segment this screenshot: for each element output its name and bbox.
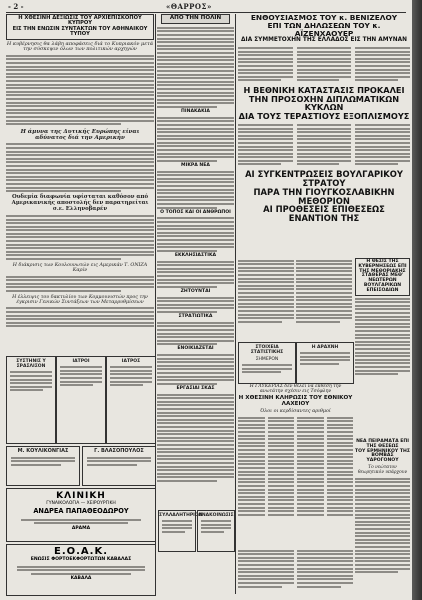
article-text xyxy=(6,55,154,125)
banner-line: Η ΒΕΘΝΙΚΗ ΚΑΤΑΣΤΑΣΙΣ ΠΡΟΚΑΛΕΙ xyxy=(243,84,405,95)
stats-box xyxy=(238,342,296,384)
headline-line: ΕΙΣ ΤΗΝ ΕΝΩΣΙΝ ΣΥΝΤΑΚΤΩΝ ΤΟΥ ΑΘΗΝΑΙΚΟΥ ΤΥΠΟΥ xyxy=(12,25,148,38)
clinic-name: ΑΝΔΡΕΑ ΠΑΠΑΘΕΟΔΩΡΟΥ xyxy=(33,507,129,515)
article-text xyxy=(157,27,234,108)
banner-line: ΕΝΘΟΥΣΙΑΣΜΟΣ ΤΟΥ κ. ΒΕΝΙΖΕΛΟΥ xyxy=(250,13,398,22)
headline-no-disagreement: Ουδεμία διαφωνία υφίσταται καθόσον από Αμερικανικής αποστολής δεν παρατηρείται σ.ε. Ελληνοβαρέν xyxy=(11,194,149,212)
page-number: - 2 - xyxy=(8,2,24,11)
ad-box xyxy=(6,356,56,444)
doctor-name: Γ. ΒΛΑΣΟΠΟΥΛΟΣ xyxy=(94,448,144,454)
ad-title: ΣΥΛΛΑΛΗΤΗΡΙΟΝ xyxy=(159,513,203,518)
section-heading: ΜΙΚΡΑ ΝΕΑ xyxy=(181,162,210,168)
experiments-headline: ΝΕΑ ΠΕΙΡΑΜΑΤΑ ΕΠΙ ΤΗΣ ΘΕΣΕΩΣ xyxy=(356,439,409,449)
headline-subtitle: Η κυβέρνησις θα λάβη αποφάσεις διά το Κυπριακόν μετά την σύσκεψιν όλων των πολιτικών αρχηγών xyxy=(6,40,154,53)
experiments-section xyxy=(355,440,410,596)
lottery-title: Η ΧΘΕΣΙΝΗ ΚΛΗΡΩΣΙΣ ΤΟΥ ΕΘΝΙΚΟΥ ΛΑΧΕΙΟΥ xyxy=(238,395,353,407)
section-heading: ΣΤΡΑΤΙΩΤΙΚΑ xyxy=(178,313,213,319)
right-lower-col-a xyxy=(238,258,294,338)
clinic-subtitle: ΓΥΝΑΙΚΟΛΟΓΙΑ — ΧΕΙΡΟΥΡΓΙΚΗ xyxy=(46,501,116,506)
info-title: Η ΑΡΑΧΝΗ xyxy=(311,345,339,350)
experiments-headline: ΤΟΥ ΕΡΜΗΝΙΚΟΥ ΤΗΣ ΒΟΜΒΑΣ ΥΔΡΟΓΟΝΟΥ xyxy=(355,448,410,464)
stats-title: ΣΤΟΙΧΕΙΑ ΣΤΑΤΙΣΤΙΚΗΣ xyxy=(250,345,284,356)
headline-europe-defense: Η άμυνα της Δυτικής Ευρώπης είναι αδύνατος διά την Αμερικήν xyxy=(20,129,140,142)
article-text xyxy=(157,394,234,482)
section-heading: ΕΡΓΑΣΙΑΙ ΣΚΑΣ xyxy=(176,385,215,391)
article-text xyxy=(157,261,234,288)
eoak-city: ΚΑΒΑΛΑ xyxy=(70,576,92,582)
headline-communists: Η έλλειψις του δακτυλίου των Κομμουνιστών προς την έγκρισιν Γενικών Συντάξεων των Μεταρρυθμίσεων xyxy=(12,294,148,306)
article-text xyxy=(157,117,234,162)
doctor-ad xyxy=(6,446,80,486)
section-header: ΑΠΟ ΤΗΝ ΠΟΛΙΝ xyxy=(161,14,230,24)
headline-glykerias: Η ΓΛΥΚΕΡΙΑΣ δεν θέλει να εκθέση την ανωτάτην σχέσιν εις Τσόφλην xyxy=(249,384,342,395)
clinic-city: ΔΡΑΜΑ xyxy=(71,525,91,531)
clinic-ad xyxy=(6,488,156,542)
doctor-ad xyxy=(82,446,156,486)
article-text xyxy=(157,217,234,251)
ad-box xyxy=(106,356,156,444)
doctor-name: Μ. ΚΟΥΛΙΚΟΝΓΙΑΣ xyxy=(17,448,69,454)
section-heading: ΕΝΟΙΚΙΑΖΕΤΑΙ xyxy=(177,346,214,352)
column-rule xyxy=(235,14,236,594)
right-lower-col-b xyxy=(296,258,352,338)
banner-line: ΔΙΑ ΤΟΥΣ ΤΕΡΑΣΤΙΟΥΣ ΕΞΟΠΛΙΣΜΟΥΣ xyxy=(238,110,410,121)
eoak-subtitle: ΕΝΩΣΙΣ ΦΟΡΤΟΕΚΦΟΡΤΩΤΩΝ ΚΑΒΑΛΑΣ xyxy=(30,557,132,562)
lottery-section xyxy=(238,384,353,544)
info-box xyxy=(296,342,354,384)
ad-box xyxy=(56,356,106,444)
headline-archbishop xyxy=(6,14,154,40)
section-heading: ΖΗΤΟΥΝΤΑΙ xyxy=(180,288,211,294)
section-heading: Ο ΤΟΠΟΣ ΚΑΙ ΟΙ ΑΝΘΡΩΠΟΙ xyxy=(160,209,231,215)
section-heading: ΠΙΝΑΚΑΚΙΑ xyxy=(181,108,210,114)
ad-title: ΑΝΑΚΟΙΝΩΣΙΣ xyxy=(198,513,234,518)
headline-border-stance: Η ΘΕΣΙΣ ΤΗΣ ΚΥΒΕΡΝΗΣΕΩΣ ΕΠΙ ΤΗΣ ΜΕΘΟΡΙΑΚΗΣ ΣΤΑΘΕΡΑΣ ΜΕΘ' ΝΕΩΤΕΡΩΝ ΒΟΥΛΓΑΡΙΚΩΝ ΕΠΕΙΣΟΔΙΩΝ xyxy=(355,258,410,296)
headline-line: Η ΧΘΕΣΙΝΗ ΔΕΞΙΩΣΙΣ ΤΟΥ ΑΡΧΙΕΠΙΣΚΟΠΟΥ ΚΥΠΡΟΥ xyxy=(18,15,142,27)
banner-line: ΑΙ ΣΥΓΚΕΝΤΡΩΣΕΙΣ ΒΟΥΛΓΑΡΙΚΟΥ ΣΤΡΑΤΟΥ xyxy=(245,169,403,188)
article-text xyxy=(157,322,234,346)
article-text xyxy=(6,276,154,292)
banner-diplomatic xyxy=(238,86,410,120)
stats-subtitle: ΣΗΜΕΡΟΝ xyxy=(255,357,279,363)
article-text xyxy=(6,143,154,192)
banner-bulgarian-army xyxy=(238,170,410,223)
banner-line: ΕΠΙ ΤΩΝ ΔΗΛΩΣΕΩΝ ΤΟΥ κ. ΑΪΖΕΝΧΑΟΥΕΡ xyxy=(267,20,381,38)
article-text xyxy=(6,307,154,327)
ad-title: ΣΥΣΤΗΝΙΣ Υ ΣΡΑΣΛΙΣΟΝ xyxy=(16,359,46,370)
eoak-ad xyxy=(6,544,156,596)
page-edge xyxy=(412,0,422,600)
banner-line: ΠΑΡΑ ΤΗΝ ΓΙΟΥΓΚΟΣΛΑΒΙΚΗΝ ΜΕΘΟΡΙΟΝ xyxy=(253,186,395,206)
eoak-title: Ε.Ο.Α.Κ. xyxy=(53,546,108,557)
article-text xyxy=(157,354,234,385)
banner-line: ΤΗΝ ΠΡΟΣΟΧΗΝ ΔΙΠΛΩΜΑΤΙΚΩΝ ΚΥΚΛΩΝ xyxy=(248,93,400,113)
ad-box xyxy=(197,510,235,552)
ad-title: ΙΑΤΡΟΣ xyxy=(121,359,141,364)
article-text xyxy=(157,171,234,209)
masthead xyxy=(6,2,406,13)
article-text xyxy=(157,297,234,313)
bottom-right-text xyxy=(238,548,353,596)
right-narrow-column xyxy=(355,258,410,438)
clinic-title: ΚΛΙΝΙΚΗ xyxy=(56,491,106,501)
banner-venizelos xyxy=(238,14,410,43)
headline-small: Η διάκρισις των Κουλουνωτών εις Αμερικάν Τ. ΟΝΙΖΑ Καρίν xyxy=(12,263,148,274)
ad-box xyxy=(158,510,203,552)
ad-title: ΙΑΤΡΟΙ xyxy=(72,359,90,364)
article-text xyxy=(6,215,154,260)
experiments-subtitle: Το νεώτατον θεωρητικόν υπάρχουν xyxy=(357,465,408,475)
banner-line: ΔΙΑ ΣΥΜΜΕΤΟΧΗΝ ΤΗΣ ΕΛΛΑΔΟΣ ΕΙΣ ΤΗΝ ΑΜΥΝΑΝ xyxy=(241,37,407,44)
newspaper-name: «ΘΑΡΡΟΣ» xyxy=(166,2,212,11)
section-heading: ΕΚΚΛΗΣΙΑΣΤΙΚΑ xyxy=(174,252,217,258)
lottery-subtitle: Όλοι οι κερδίσαντες αριθμοί xyxy=(260,408,331,414)
banner-line: ΑΙ ΠΡΟΘΕΣΕΙΣ ΕΠΙΘΕΣΕΩΣ ΕΝΑΝΤΙΟΝ ΤΗΣ xyxy=(263,204,385,224)
